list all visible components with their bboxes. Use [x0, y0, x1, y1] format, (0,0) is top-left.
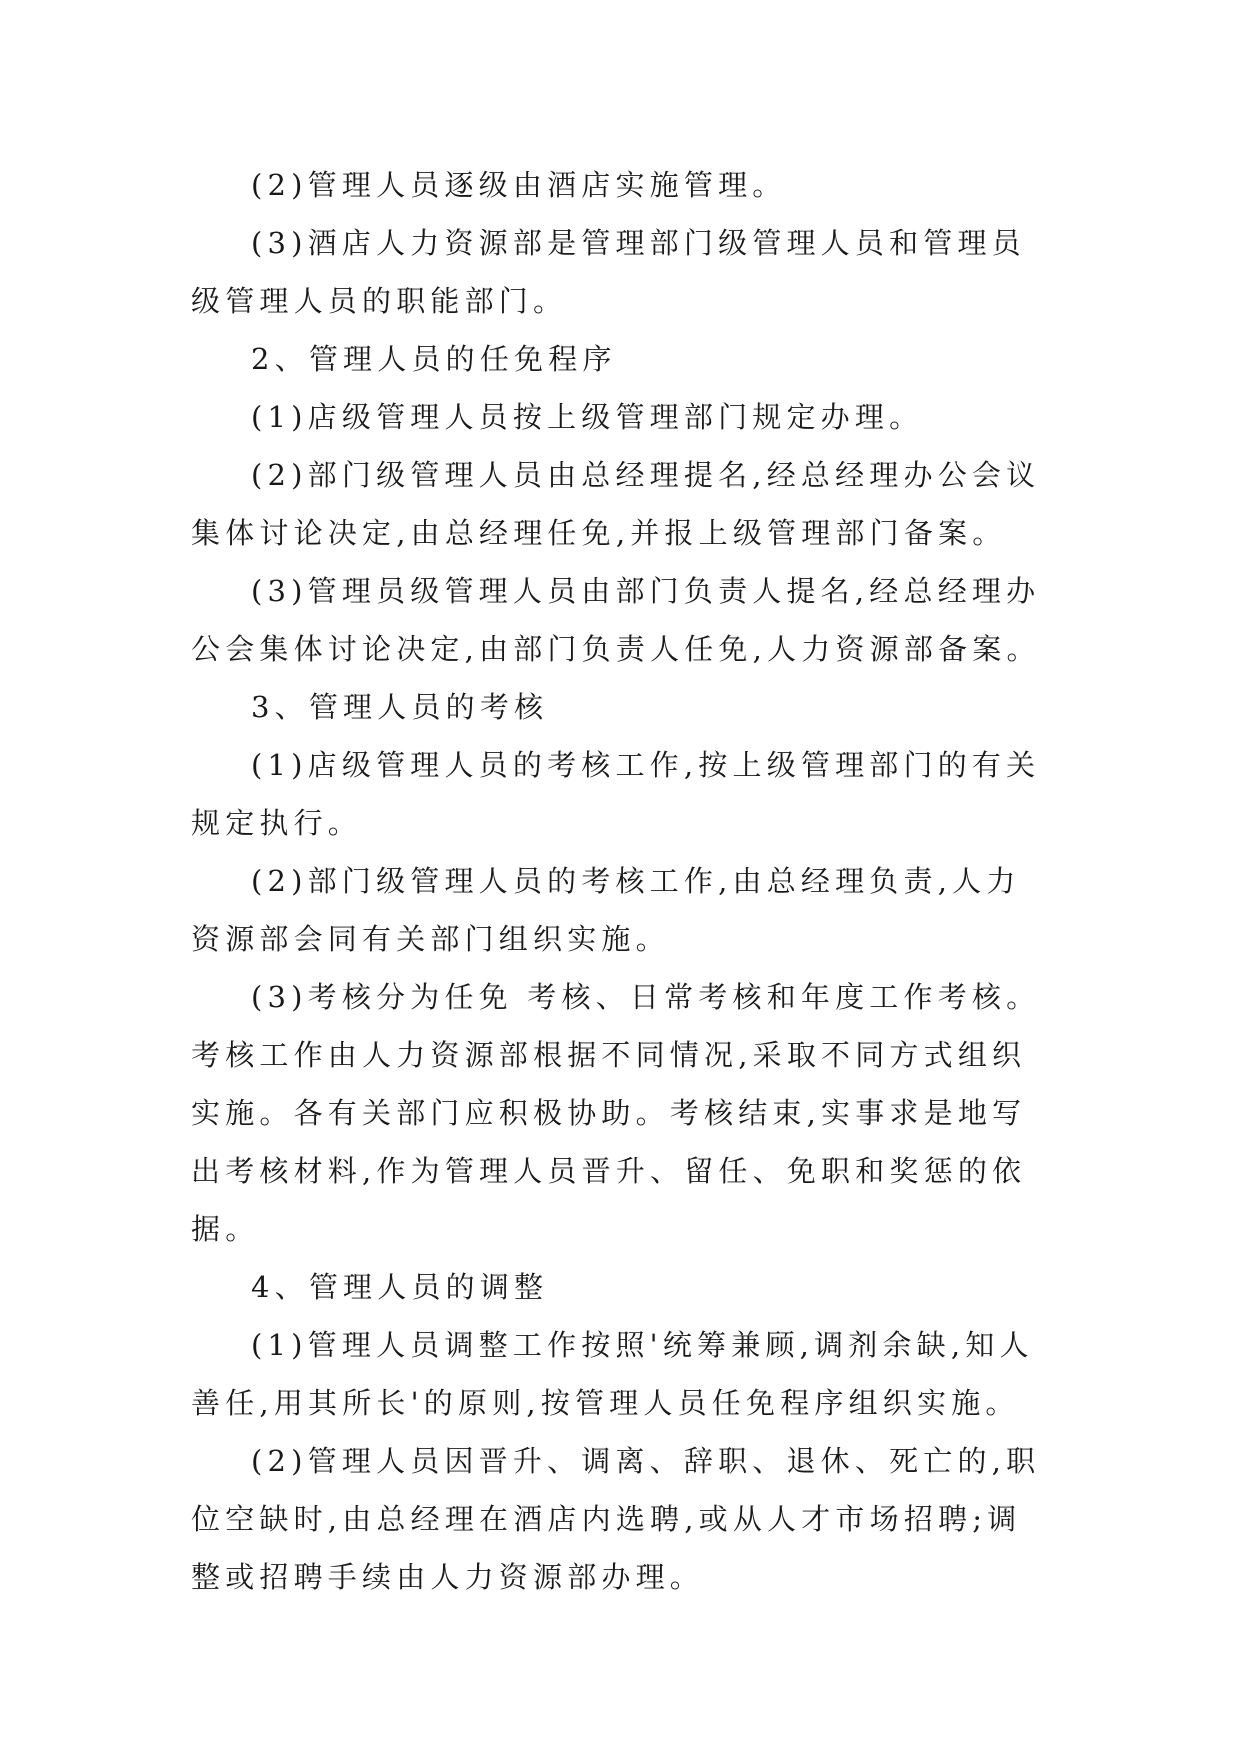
- section-heading-2: 2、管理人员的任免程序: [251, 342, 617, 376]
- paragraph-5: (3)管理员级管理人员由部门负责人提名,经总经理办公会集体讨论决定,由部门负责人任免,人力资源部备案。: [191, 574, 1041, 666]
- section-heading-3: 3、管理人员的考核: [251, 690, 549, 724]
- paragraph-1: (2)管理人员逐级由酒店实施管理。: [251, 168, 787, 202]
- section-heading-4: 4、管理人员的调整: [251, 1270, 549, 1304]
- paragraph-8: (3)考核分为任免 考核、日常考核和年度工作考核。考核工作由人力资源部根据不同情况,采取不同方式组织实施。各有关部门应积极协助。考核结束,实事求是地写出考核材料,作为管理人员晋升、留任、免职和奖惩的依据。: [191, 980, 1041, 1246]
- paragraph-6: (1)店级管理人员的考核工作,按上级管理部门的有关规定执行。: [191, 748, 1041, 840]
- paragraph-10: (2)管理人员因晋升、调离、辞职、退休、死亡的,职位空缺时,由总经理在酒店内选聘,或从人才市场招聘;调整或招聘手续由人力资源部办理。: [191, 1444, 1041, 1594]
- paragraph-7: (2)部门级管理人员的考核工作,由总经理负责,人力资源部会同有关部门组织实施。: [191, 864, 1021, 956]
- paragraph-9: (1)管理人员调整工作按照'统筹兼顾,调剂余缺,知人善任,用其所长'的原则,按管理人员任免程序组织实施。: [191, 1328, 1034, 1420]
- paragraph-3: (1)店级管理人员按上级管理部门规定办理。: [251, 400, 924, 434]
- paragraph-4: (2)部门级管理人员由总经理提名,经总经理办公会议集体讨论决定,由总经理任免,并报上级管理部门备案。: [191, 458, 1041, 550]
- document-body: [191, 156, 1051, 1606]
- paragraph-2: (3)酒店人力资源部是管理部门级管理人员和管理员级管理人员的职能部门。: [191, 226, 1026, 318]
